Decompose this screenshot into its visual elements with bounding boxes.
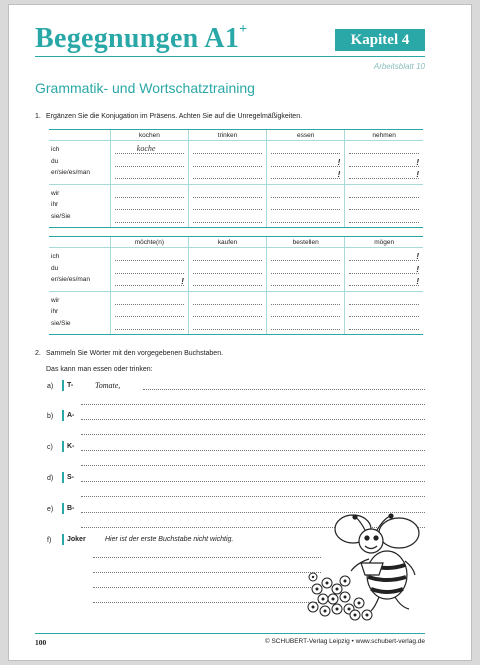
answer-line[interactable] bbox=[193, 265, 262, 274]
letter-box: Joker bbox=[62, 534, 89, 545]
answer-line[interactable] bbox=[349, 189, 419, 198]
answer-line[interactable] bbox=[115, 201, 184, 210]
answer-line[interactable] bbox=[93, 557, 321, 558]
letter-box: A- bbox=[62, 410, 77, 421]
answer-line[interactable] bbox=[81, 419, 425, 420]
publisher-credit: © SCHUBERT-Verlag Leipzig • www.schubert-verlag.de bbox=[264, 638, 425, 645]
answer-line[interactable] bbox=[115, 214, 184, 223]
verb-header: kaufen bbox=[188, 237, 266, 248]
answer-line[interactable] bbox=[193, 308, 262, 317]
answer-line[interactable] bbox=[81, 434, 425, 435]
answer-line[interactable] bbox=[93, 572, 321, 573]
answer-line[interactable] bbox=[349, 308, 419, 317]
answer-line[interactable] bbox=[193, 277, 262, 286]
footer-rule bbox=[35, 633, 425, 634]
answer-line[interactable] bbox=[271, 214, 340, 223]
answer-line[interactable] bbox=[115, 170, 184, 179]
pronoun: er/sie/es/man bbox=[51, 276, 91, 283]
answer-line[interactable] bbox=[271, 277, 340, 286]
answer-line[interactable] bbox=[349, 170, 419, 179]
item-label: a) bbox=[47, 383, 54, 390]
answer-line[interactable] bbox=[271, 252, 340, 261]
answer-line[interactable] bbox=[271, 265, 340, 274]
answer-line[interactable] bbox=[143, 389, 425, 390]
verb-header: kochen bbox=[110, 130, 188, 141]
worksheet-page bbox=[8, 4, 472, 661]
page-title: Grammatik- und Wortschatztraining bbox=[35, 80, 255, 96]
irregular-mark: ! bbox=[416, 264, 419, 274]
answer-line[interactable] bbox=[349, 214, 419, 223]
answer-line[interactable] bbox=[115, 308, 184, 317]
answer-line[interactable] bbox=[115, 321, 184, 330]
irregular-mark: ! bbox=[416, 252, 419, 261]
joker-note: Hier ist der erste Buchstabe nicht wichtig. bbox=[105, 536, 234, 543]
answer-line[interactable] bbox=[93, 587, 321, 588]
pronoun: ihr bbox=[51, 308, 59, 315]
answer-line[interactable] bbox=[271, 158, 340, 167]
book-title: Begegnungen A1+ bbox=[35, 21, 248, 54]
answer-line[interactable] bbox=[81, 481, 425, 482]
answer-line[interactable] bbox=[271, 308, 340, 317]
answer-line[interactable] bbox=[349, 277, 419, 286]
answer-line[interactable] bbox=[193, 170, 262, 179]
answer-line[interactable] bbox=[81, 496, 425, 497]
answer-line[interactable] bbox=[93, 602, 321, 603]
verb-header: trinken bbox=[188, 130, 266, 141]
pronoun: wir bbox=[51, 189, 60, 197]
page-number: 100 bbox=[35, 638, 47, 647]
pronoun: wir bbox=[51, 296, 60, 304]
irregular-mark: ! bbox=[181, 277, 184, 286]
answer-line[interactable] bbox=[193, 189, 262, 198]
letter-box: S- bbox=[62, 472, 77, 483]
answer-line[interactable] bbox=[271, 296, 340, 305]
answer-line[interactable] bbox=[115, 145, 184, 154]
answer-line[interactable] bbox=[271, 189, 340, 198]
answer-line[interactable] bbox=[271, 201, 340, 210]
answer-line[interactable] bbox=[271, 145, 340, 154]
item-label: c) bbox=[47, 444, 53, 451]
irregular-mark: ! bbox=[416, 277, 419, 286]
item-label: d) bbox=[47, 475, 54, 482]
answer-line[interactable] bbox=[349, 145, 419, 154]
verb-header: essen bbox=[267, 130, 345, 141]
header-rule bbox=[35, 56, 425, 57]
example-answer: Tomate, bbox=[95, 381, 121, 390]
item-label: b) bbox=[47, 413, 54, 420]
answer-line[interactable] bbox=[193, 252, 262, 261]
answer-line[interactable] bbox=[81, 404, 425, 405]
task2-intro: Das kann man essen oder trinken: bbox=[46, 366, 153, 373]
pronoun: ich bbox=[51, 146, 60, 153]
letter-box: B- bbox=[62, 503, 77, 514]
answer-line[interactable] bbox=[349, 252, 419, 261]
sheet-number: Arbeitsblatt 10 bbox=[373, 62, 425, 71]
answer-line[interactable] bbox=[115, 189, 184, 198]
pronoun: er/sie/es/man bbox=[51, 169, 91, 176]
answer-line[interactable] bbox=[349, 158, 419, 167]
answer-line[interactable] bbox=[349, 265, 419, 274]
answer-line[interactable] bbox=[81, 450, 425, 451]
pronoun: sie/Sie bbox=[51, 319, 71, 327]
verb-header: nehmen bbox=[345, 130, 423, 141]
irregular-mark: ! bbox=[337, 170, 341, 179]
answer-line[interactable] bbox=[115, 277, 184, 286]
answer-line[interactable] bbox=[115, 158, 184, 167]
verb-header: mögen bbox=[345, 237, 423, 248]
pronoun: ihr bbox=[51, 201, 59, 208]
pronoun: du bbox=[51, 157, 59, 165]
answer-line[interactable] bbox=[271, 170, 340, 179]
chapter-badge: Kapitel 4 bbox=[335, 29, 425, 51]
answer-line[interactable] bbox=[193, 321, 262, 330]
answer-line[interactable] bbox=[81, 465, 425, 466]
answer-line[interactable] bbox=[349, 201, 419, 210]
pronoun: sie/Sie bbox=[51, 212, 71, 220]
task2-instruction: 2. Sammeln Sie Wörter mit den vorgegebenen Buchstaben. bbox=[35, 350, 224, 357]
answer-line[interactable] bbox=[193, 158, 262, 167]
answer-line[interactable] bbox=[115, 252, 184, 261]
conjugation-table-2 bbox=[49, 236, 423, 335]
task1-instruction: 1. Ergänzen Sie die Konjugation im Präsens. Achten Sie auf die Unregelmäßigkeiten. bbox=[35, 113, 303, 120]
pronoun: du bbox=[51, 264, 59, 272]
verb-header: bestellen bbox=[267, 237, 345, 248]
irregular-mark: ! bbox=[337, 157, 341, 167]
answer-line[interactable] bbox=[193, 296, 262, 305]
item-label: e) bbox=[47, 506, 54, 513]
item-label: f) bbox=[47, 537, 52, 544]
irregular-mark: ! bbox=[416, 170, 419, 179]
conjugation-table-1 bbox=[49, 129, 423, 228]
pronoun: ich bbox=[51, 253, 60, 260]
letter-box: K- bbox=[62, 441, 77, 452]
answer-line[interactable] bbox=[349, 321, 419, 330]
answer-line[interactable] bbox=[193, 145, 262, 154]
answer-line[interactable] bbox=[115, 296, 184, 305]
irregular-mark: ! bbox=[416, 157, 419, 167]
bee-illustration bbox=[305, 511, 427, 623]
answer-line[interactable] bbox=[271, 321, 340, 330]
letter-box: T- bbox=[62, 380, 76, 391]
answer-line[interactable] bbox=[193, 201, 262, 210]
answer-line[interactable] bbox=[193, 214, 262, 223]
answer-line[interactable] bbox=[115, 265, 184, 274]
verb-header: möchte(n) bbox=[110, 237, 188, 248]
example-answer: koche bbox=[136, 144, 156, 153]
answer-line[interactable] bbox=[349, 296, 419, 305]
